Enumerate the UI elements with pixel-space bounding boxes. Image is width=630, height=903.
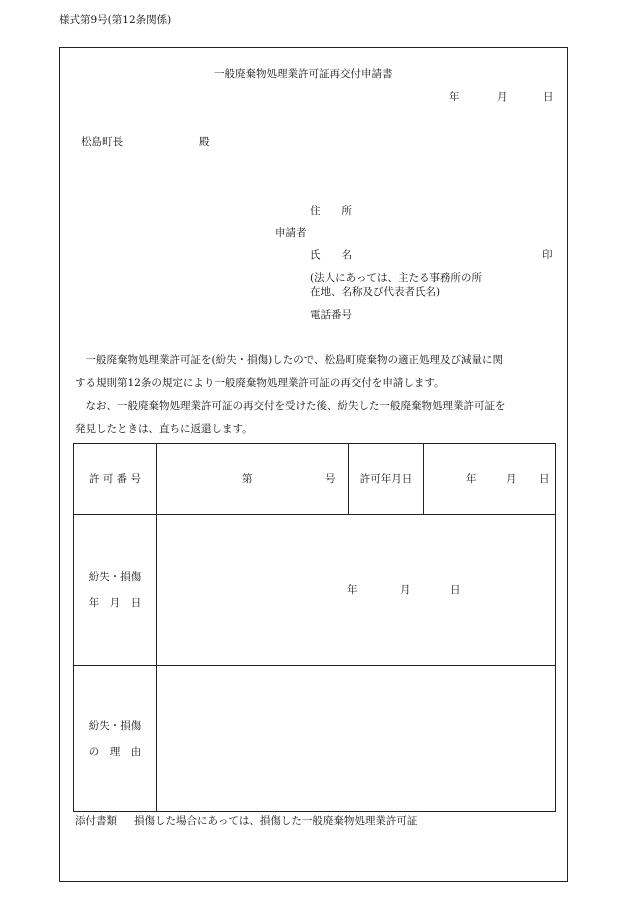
body-line-3: なお、一般廃棄物処理業許可証の再交付を受けた後、紛失した一般廃棄物処理業許可証を <box>75 400 506 412</box>
permit-number-cell <box>157 444 349 515</box>
applicant-label: 申請者 <box>275 227 307 239</box>
reason-label <box>74 666 157 812</box>
corporate-note-line1: (法人にあっては、主たる事務所の所 <box>310 272 482 284</box>
loss-date-label-line1: 紛失・損傷 <box>88 571 142 583</box>
attachment-label: 添付書類 <box>75 815 117 827</box>
body-line-2: する規則第12条の規定により一般廃棄物処理業許可証の再交付を申請します。 <box>75 377 445 389</box>
addressee-name: 松島町長 <box>81 136 123 148</box>
number-suffix: 号 <box>325 473 336 485</box>
date-day-label: 日 <box>543 91 554 103</box>
loss-date-day: 日 <box>450 584 461 596</box>
loss-date-label-line2: 年 月 日 <box>88 597 142 609</box>
permit-date-year: 年 <box>466 473 477 485</box>
body-line-4: 発見したときは、直ちに返還します。 <box>75 423 253 435</box>
loss-date-year: 年 <box>347 584 358 596</box>
reason-label-line1: 紛失・損傷 <box>88 719 142 732</box>
form-number: 様式第9号(第12条関係) <box>59 14 172 26</box>
form-title: 一般廃棄物処理業許可証再交付申請書 <box>214 68 393 80</box>
body-paragraph <box>75 349 555 441</box>
corporate-note-line2: 在地、名称及び代表者氏名) <box>310 286 441 298</box>
loss-date-cell <box>157 515 556 666</box>
seal-label: 印 <box>542 249 553 261</box>
permit-date-label: 許可年月日 <box>349 444 424 515</box>
loss-date-month: 月 <box>400 584 411 596</box>
permit-date-cell <box>424 444 556 515</box>
number-prefix: 第 <box>242 473 253 485</box>
reason-label-line2: の 理 由 <box>88 745 142 758</box>
permit-row <box>74 444 556 515</box>
permit-date-day: 日 <box>539 473 550 485</box>
reason-row <box>74 666 556 812</box>
address-label: 住 所 <box>310 205 352 217</box>
phone-label: 電話番号 <box>310 309 352 321</box>
loss-date-row <box>74 515 556 666</box>
permit-number-label: 許 可 番 号 <box>74 444 157 515</box>
application-table <box>73 443 556 812</box>
addressee-honorific: 殿 <box>199 136 210 148</box>
body-line-1: 一般廃棄物処理業許可証を(紛失・損傷)したので、松島町廃棄物の適正処理及び減量に関 <box>75 354 503 366</box>
reason-cell <box>157 666 556 812</box>
date-year-label: 年 <box>449 91 460 103</box>
date-month-label: 月 <box>497 91 508 103</box>
permit-date-month: 月 <box>506 473 517 485</box>
name-label: 氏 名 <box>310 249 352 261</box>
attachment-text: 損傷した場合にあっては、損傷した一般廃棄物処理業許可証 <box>134 815 418 827</box>
loss-date-label <box>74 515 157 666</box>
